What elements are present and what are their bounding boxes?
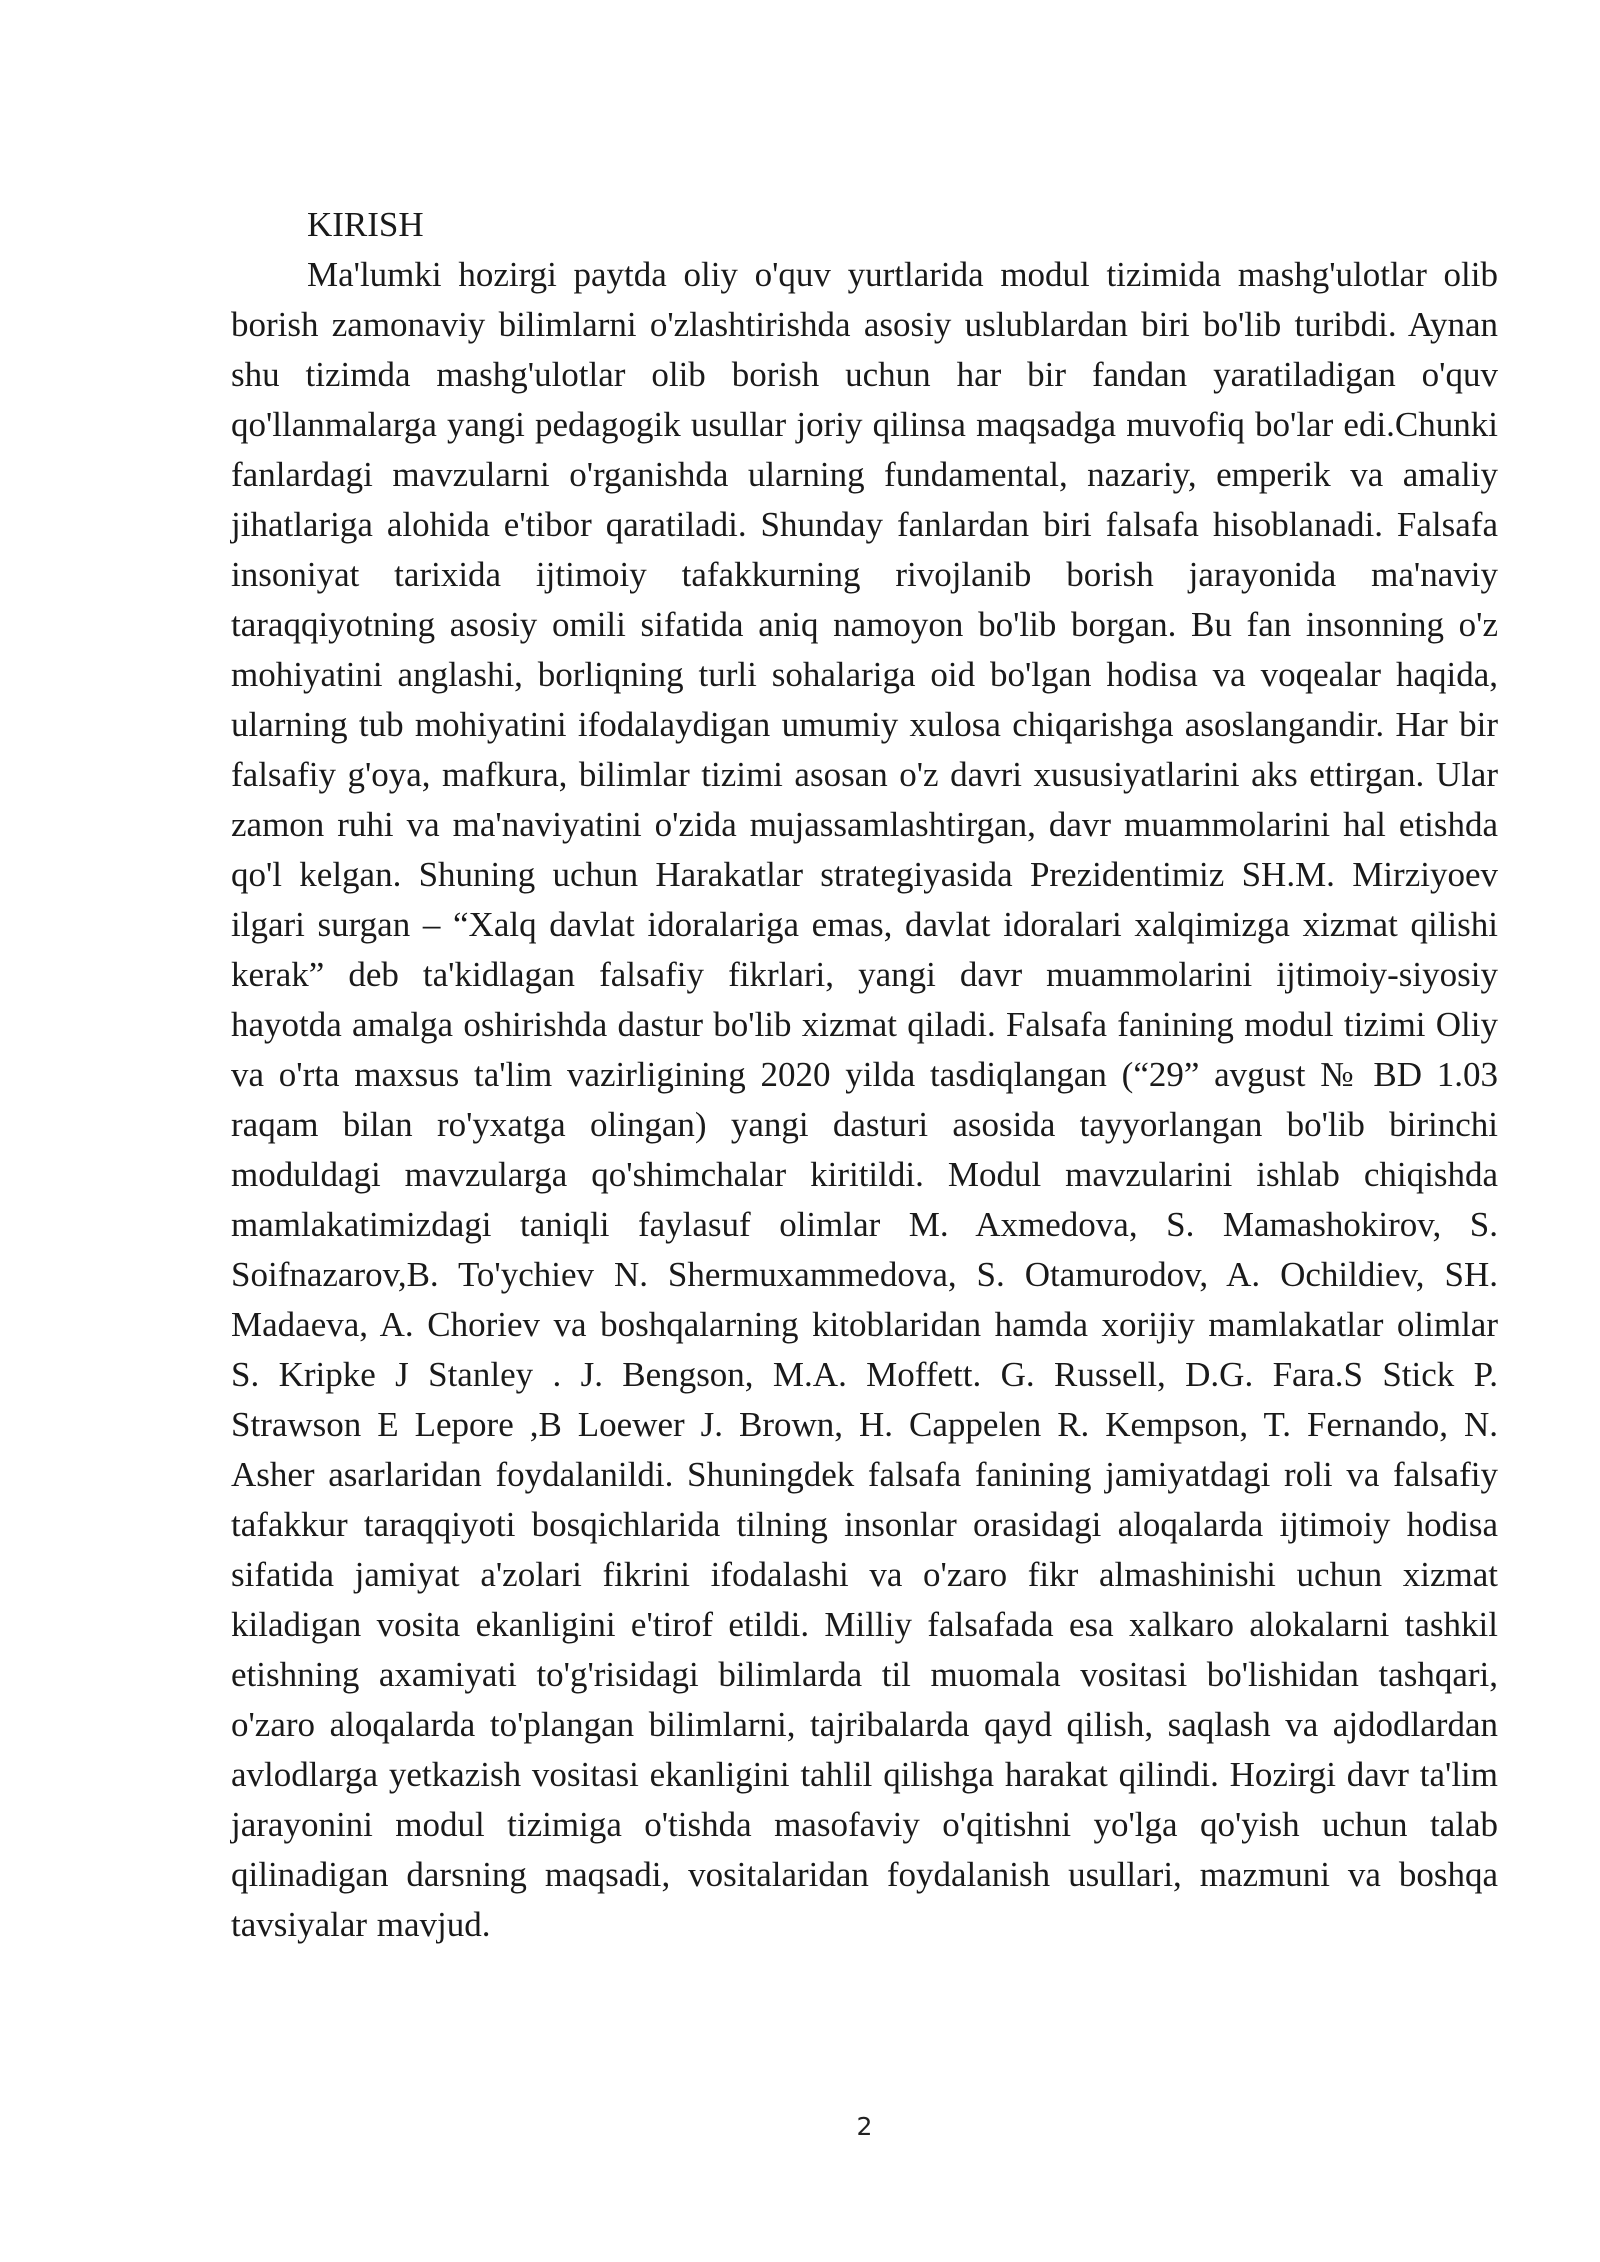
- page-content: [231, 200, 1498, 1950]
- page-number: 2: [856, 2112, 873, 2141]
- section-heading: KIRISH: [307, 205, 424, 244]
- body-paragraph: Ma'lumki hozirgi paytda oliy o'quv yurtlarida modul tizimida mashg'ulotlar olib borish zamonaviy bilimlarni o'zlashtirishda asosiy uslublardan biri bo'lib turibdi. Aynan shu tizimda mashg'ulotlar olib borish uchun har bir fandan yaratiladigan o'quv qo'llanmalarga yangi pedagogik usullar joriy qilinsa maqsadga muvofiq bo'lar edi.Chunki fanlardagi mavzularni o'rganishda ularning fundamental, nazariy, emperik va amaliy jihatlariga alohida e'tibor qaratiladi. Shunday fanlardan biri falsafa hisoblanadi. Falsafa insoniyat tarixida ijtimoiy tafakkurning rivojlanib borish jarayonida ma'naviy taraqqiyotning asosiy omili sifatida aniq namoyon bo'lib borgan. Bu fan insonning o'z mohiyatini anglashi, borliqning turli sohalariga oid bo'lgan hodisa va voqealar haqida, ularning tub mohiyatini ifodalaydigan umumiy xulosa chiqarishga asoslangandir. Har bir falsafiy g'oya, mafkura, bilimlar tizimi asosan o'z davri xususiyatlarini aks ettirgan. Ular zamon ruhi va ma'naviyatini o'zida mujassamlashtirgan, davr muammolarini hal etishda qo'l kelgan. Shuning uchun Harakatlar strategiyasida Prezidentimiz SH.M. Mirziyoev ilgari surgan – “Xalq davlat idoralariga emas, davlat idoralari xalqimizga xizmat qilishi kerak” deb ta'kidlagan falsafiy fikrlari, yangi davr muammolarini ijtimoiy-siyosiy hayotda amalga oshirishda dastur bo'lib xizmat qiladi. Falsafa fanining modul tizimi Oliy va o'rta maxsus ta'lim vazirligining 2020 yilda tasdiqlangan (“29” avgust № BD 1.03 raqam bilan ro'yxatga olingan) yangi dasturi asosida tayyorlangan bo'lib birinchi moduldagi mavzularga qo'shimchalar kiritildi. Modul mavzularini ishlab chiqishda mamlakatimizdagi taniqli faylasuf olimlar M. Axmedova, S. Mamashokirov, S. Soifnazarov,B. To'ychiev N. Shermuxammedova, S. Otamurodov, A. Ochildiev, SH. Madaeva, A. Choriev va boshqalarning kitoblaridan hamda xorijiy mamlakatlar olimlar S. Kripke J Stanley . J. Bengson, M.A. Moffett. G. Russell, D.G. Fara.S Stick P. Strawson E Lepore ,B Loewer J. Brown, H. Cappelen R. Kempson, T. Fernando, N. Asher asarlaridan foydalanildi. Shuningdek falsafa fanining jamiyatdagi roli va falsafiy tafakkur taraqqiyoti bosqichlarida tilning insonlar orasidagi aloqalarda ijtimoiy hodisa sifatida jamiyat a'zolari fikrini ifodalashi va o'zaro fikr almashinishi uchun xizmat kiladigan vosita ekanligini e'tirof etildi. Milliy falsafada esa xalkaro alokalarni tashkil etishning axamiyati to'g'risidagi bilimlarda til muomala vositasi bo'lishidan tashqari, o'zaro aloqalarda to'plangan bilimlarni, tajribalarda qayd qilish, saqlash va ajdodlardan avlodlarga yetkazish vositasi ekanligini tahlil qilishga harakat qilindi. Hozirgi davr ta'lim jarayonini modul tizimiga o'tishda masofaviy o'qitishni yo'lga qo'yish uchun talab qilinadigan darsning maqsadi, vositalaridan foydalanish usullari, mazmuni va boshqa tavsiyalar mavjud.: [231, 255, 1498, 1944]
